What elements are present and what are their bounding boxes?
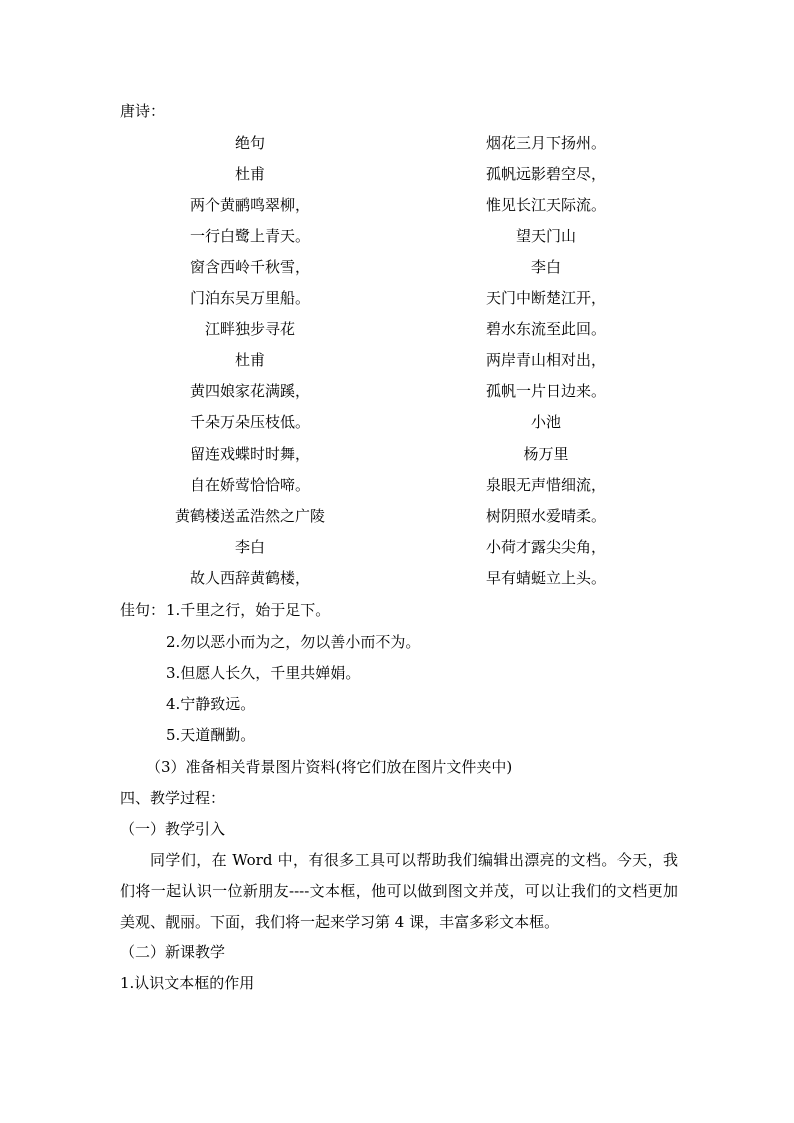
quotes-heading: 佳句： <box>120 601 166 619</box>
poem-line: 自在娇莺恰恰啼。 <box>189 476 310 494</box>
poem-line: 泉眼无声惜细流， <box>485 476 606 494</box>
poem-line: 李白 <box>234 538 265 556</box>
poem-line: 千朵万朵压枝低。 <box>189 413 310 431</box>
poems-heading: 唐诗： <box>120 102 166 120</box>
poem-line: 故人西辞黄鹤楼， <box>189 569 310 587</box>
poem-line: 黄鹤楼送孟浩然之广陵 <box>174 507 325 525</box>
poem-line: 一行白鹭上青天。 <box>189 227 310 245</box>
poem-line: 杨万里 <box>523 445 569 463</box>
poem-line: 江畔独步寻花 <box>204 320 295 338</box>
poem-line: 门泊东吴万里船。 <box>189 289 310 307</box>
poem-line: 窗含西岭千秋雪， <box>189 258 310 276</box>
poem-line: 小荷才露尖尖角， <box>485 538 606 556</box>
poem-line: 绝句 <box>234 134 265 152</box>
poem-line: 杜甫 <box>234 351 265 369</box>
poem-line: 小池 <box>530 413 561 431</box>
poem-line: 孤帆一片日边来。 <box>485 382 606 400</box>
poem-line: 树阴照水爱晴柔。 <box>485 507 606 525</box>
subsection-heading: （二）新课教学 <box>120 943 226 961</box>
poem-line: 杜甫 <box>234 165 265 183</box>
quote-item: 3.但愿人长久，千里共婵娟。 <box>166 664 361 682</box>
poem-line: 天门中断楚江开， <box>485 289 606 307</box>
poem-line: 李白 <box>530 258 561 276</box>
poem-line: 早有蜻蜓立上头。 <box>485 569 606 587</box>
poem-line: 惟见长江天际流。 <box>485 196 606 214</box>
point-heading: 1.认识文本框的作用 <box>120 974 255 992</box>
poem-line: 烟花三月下扬州。 <box>485 134 606 152</box>
poem-line: 两岸青山相对出， <box>485 351 606 369</box>
prep-item: （3）准备相关背景图片资料(将它们放在图片文件夹中) <box>146 758 513 776</box>
poem-line: 碧水东流至此回。 <box>485 320 606 338</box>
quote-item: 4.宁静致远。 <box>166 695 256 713</box>
quote-item: 1.千里之行，始于足下。 <box>166 601 331 619</box>
section-heading: 四、教学过程： <box>120 789 226 807</box>
intro-paragraph: 同学们，在 Word 中，有很多工具可以帮助我们编辑出漂亮的文档。今天，我们将一起认识一位新朋友----文本框，他可以做到图文并茂，可以让我们的文档更加美观、靓丽。下面，我们将一起来学习第 4 课，丰富多彩文本框。 <box>120 851 678 931</box>
poem-line: 望天门山 <box>515 227 576 245</box>
quote-item: 2.勿以恶小而为之，勿以善小而不为。 <box>166 633 421 651</box>
poem-line: 黄四娘家花满蹊， <box>189 382 310 400</box>
quote-item: 5.天道酬勤。 <box>166 726 256 744</box>
subsection-heading: （一）教学引入 <box>120 820 226 838</box>
poem-line: 孤帆远影碧空尽， <box>485 165 606 183</box>
poem-line: 留连戏蝶时时舞， <box>189 445 310 463</box>
poem-line: 两个黄鹂鸣翠柳， <box>189 196 310 214</box>
